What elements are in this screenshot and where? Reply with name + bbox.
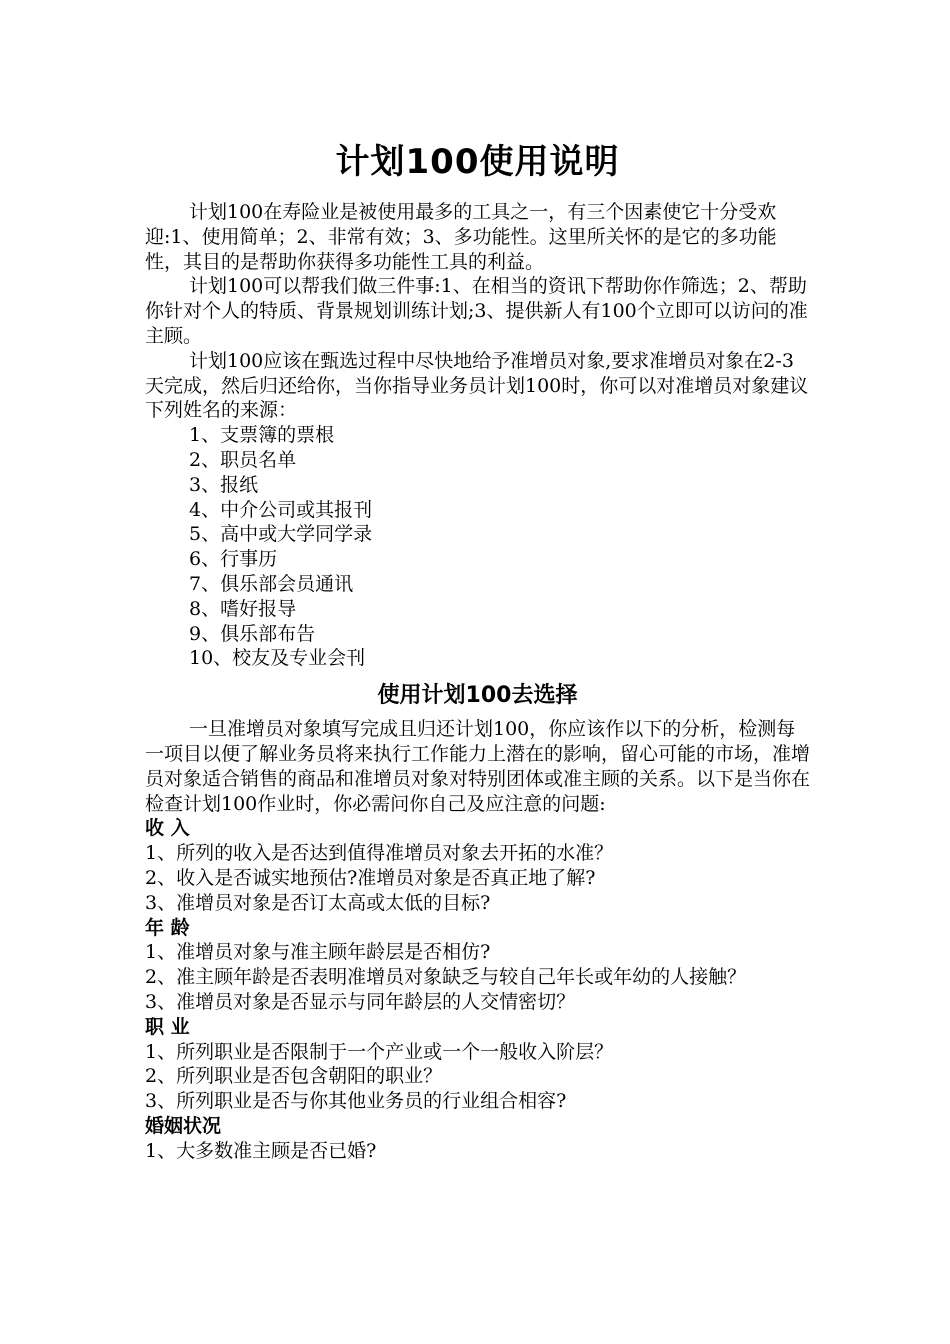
intro-paragraph-2: 计划100可以帮我们做三件事:1、在相当的资讯下帮助你作筛选；2、帮助你针对个人的特质、背景规划训练计划;3、提供新人有100个立即可以访问的准主顾。	[145, 275, 808, 347]
list-item: 8、嗜好报导	[189, 597, 297, 620]
document-page	[145, 140, 810, 1163]
question-group-income	[145, 816, 810, 915]
group-heading: 婚姻状况	[145, 1114, 222, 1137]
question-item: 3、准增员对象是否显示与同年龄层的人交情密切？	[145, 990, 576, 1013]
question-group-marital-status	[145, 1114, 810, 1164]
intro-paragraph-3: 计划100应该在甄选过程中尽快地给予准增员对象,要求准增员对象在2-3天完成，然后归还给你，当你指导业务员计划100时，你可以对准增员对象建议下列姓名的来源：	[145, 349, 809, 422]
name-sources-list	[145, 423, 810, 671]
question-item: 1、所列的收入是否达到值得准增员对象去开拓的水准？	[145, 842, 614, 865]
intro-paragraph-1: 计划100在寿险业是被使用最多的工具之一，有三个因素使它十分受欢迎:1、使用简单；2、非常有效；3、多功能性。这里所关怀的是它的多功能性，其目的是帮助你获得多功能性工具的利益。	[145, 201, 777, 273]
list-item: 4、中介公司或其报刊	[189, 498, 373, 521]
list-item: 3、报纸	[189, 473, 259, 496]
list-item: 1、支票簿的票根	[189, 424, 335, 447]
question-item: 1、大多数准主顾是否已婚?	[145, 1139, 377, 1162]
group-heading: 收 入	[145, 817, 190, 840]
section-paragraph: 一旦准增员对象填写完成且归还计划100，你应该作以下的分析，检测每一项目以便了解业务员将来执行工作能力上潜在的影响，留心可能的市场，准增员对象适合销售的商品和准增员对象对特别团体或准主顾的关系。以下是当你在检查计划100作业时，你必需问你自己及应注意的问题:	[145, 718, 811, 815]
page-title: 计划100使用说明	[335, 142, 620, 182]
question-item: 1、所列职业是否限制于一个产业或一个一般收入阶层？	[145, 1040, 614, 1063]
question-item: 3、所列职业是否与你其他业务员的行业组合相容?	[145, 1090, 567, 1113]
question-item: 2、所列职业是否包含朝阳的职业？	[145, 1065, 443, 1088]
list-item: 7、俱乐部会员通讯	[189, 572, 354, 595]
list-item: 6、行事历	[189, 548, 278, 571]
list-item: 9、俱乐部布告	[189, 622, 316, 645]
question-item: 2、准主顾年龄是否表明准增员对象缺乏与较自己年长或年幼的人接触？	[145, 966, 747, 989]
question-item: 3、准增员对象是否订太高或太低的目标?	[145, 891, 491, 914]
group-heading: 职 业	[145, 1015, 190, 1038]
question-group-occupation	[145, 1015, 810, 1114]
question-item: 1、准增员对象与准主顾年龄层是否相仿?	[145, 941, 491, 964]
question-item: 2、收入是否诚实地预估?准增员对象是否真正地了解?	[145, 866, 596, 889]
section-title: 使用计划100去选择	[377, 683, 578, 709]
group-heading: 年 龄	[145, 916, 190, 939]
question-group-age	[145, 916, 810, 1015]
list-item: 2、职员名单	[189, 448, 297, 471]
list-item: 5、高中或大学同学录	[189, 523, 373, 546]
list-item: 10、校友及专业会刊	[189, 647, 366, 670]
